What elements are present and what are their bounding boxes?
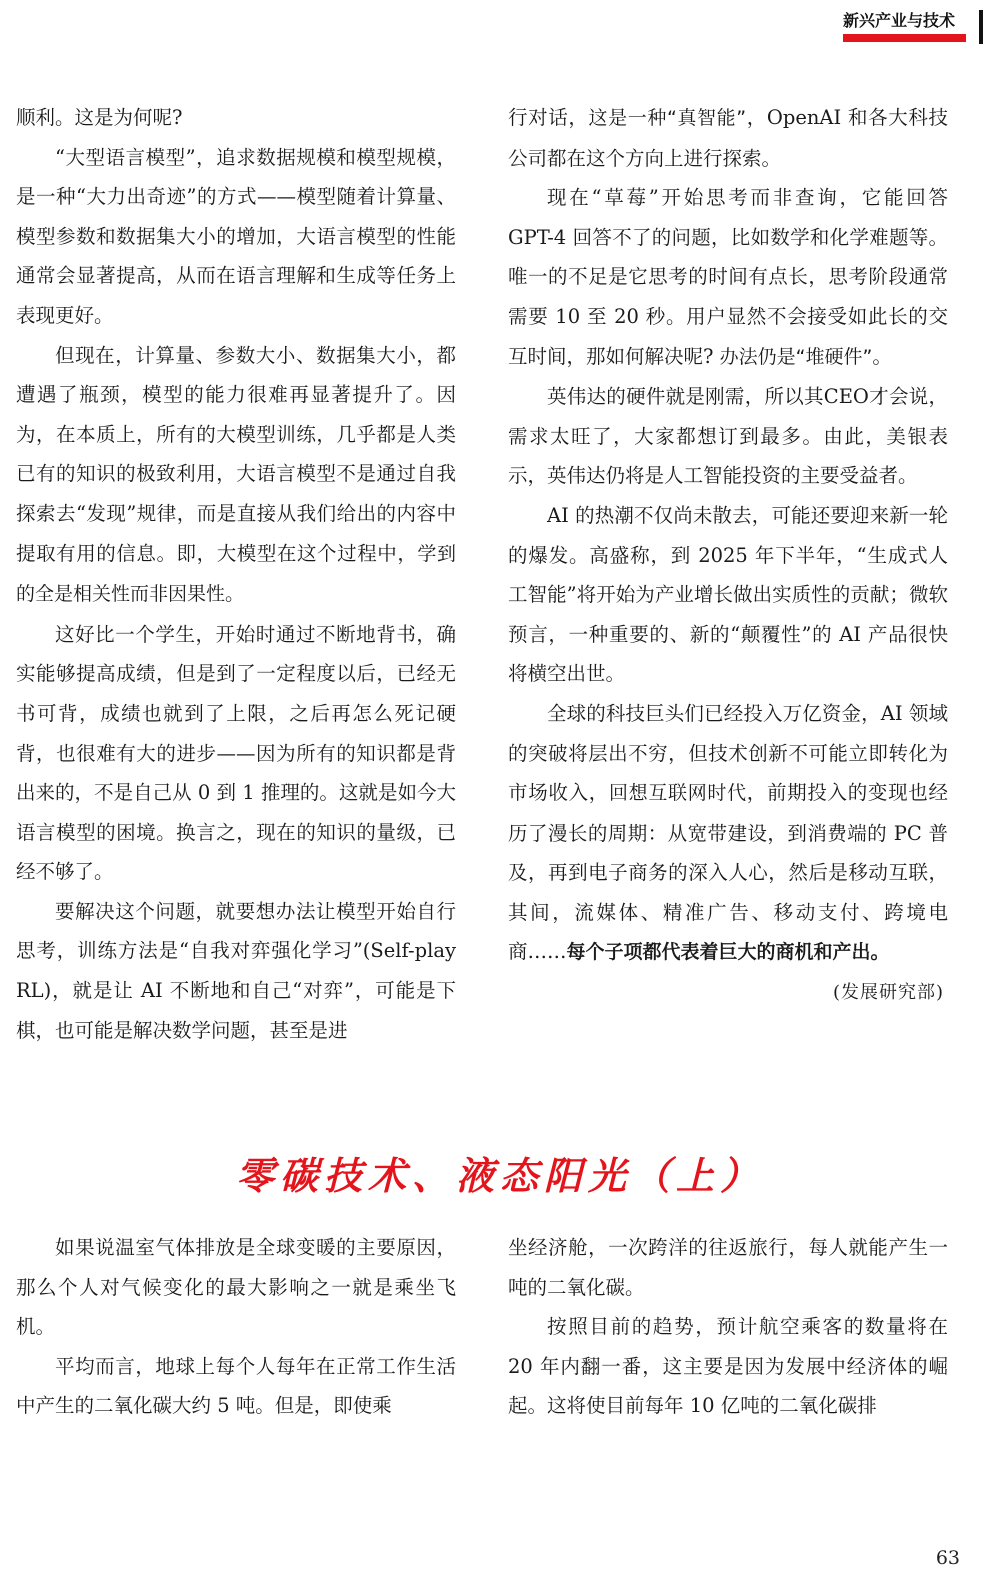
highlighted-text: 回想互联网时代 xyxy=(608,782,747,805)
text-run: AI 的热潮不仅尚未散去，可能还要迎来新一轮的爆发。高盛称，到 2025 年下半年，“生成式人工智能”将开始为产业增长做出实质性的贡献；微软预言，一种重要的、新的“颠覆性”的 AI 产品很快将横空出世。 xyxy=(508,503,948,686)
paragraph xyxy=(508,694,948,973)
article1-column-right-body xyxy=(508,98,948,973)
paragraph xyxy=(508,1307,948,1426)
text-run: ，OpenAI 和各大科技公司都在这个方向上进行探索。 xyxy=(508,106,949,170)
text-run: 现在“草莓”开始思考而非查询，它能回答 GPT-4 回答不了的问题，比如数学和化学难题等。唯一的不足是它思考的时间有点长，思考阶段通常需要 10 至 20 秒。用户显然不会接受如此长的交互时间，那如何解决呢? xyxy=(508,186,948,368)
author-signature: (发展研究部) xyxy=(832,982,944,1004)
text-run: 英伟达的硬件就是刚需，所以其CEO才会说，需求太旺了，大家都想订到最多。由此，美银表示，英伟达仍将是人工智能投资的主要受益者。 xyxy=(508,385,948,488)
edge-marker xyxy=(979,10,983,44)
section-label: 新兴产业与技术 xyxy=(843,11,956,30)
text-run: 如果说温室气体排放是全球变暖的主要原因，那么个人对气候变化的最大影响之一就是乘坐飞机。 xyxy=(16,1236,456,1339)
paragraph xyxy=(508,377,948,496)
text-run: 这好比一个学生，开始时通过不断地背书，确实能够提高成绩，但是到了一定程度以后，已经无书可背，成绩也就到了上限，之后再怎么死记硬背，也很难有大的进步——因为所有的知识都是背出来的，不是自己从 0 到 1 推理的。这就是如今大语言模型的困境。换言之，现在的知识的量级，已经不够了。 xyxy=(16,622,456,884)
paragraph xyxy=(508,496,948,694)
article1-column-left xyxy=(16,98,456,1050)
page-number: 63 xyxy=(935,1547,960,1569)
text-run: 顺利。这是为何呢? xyxy=(16,106,183,129)
text-run: 全球的科技巨头们已经投入万亿资金，AI 领域的突破将层出不穷，但技术创新不可能立即转化为市场收入， xyxy=(508,701,948,805)
highlighted-text: 每个子项都代表着巨大的商机和产出。 xyxy=(566,941,890,964)
paragraph xyxy=(508,1228,948,1307)
paragraph xyxy=(508,178,948,377)
paragraph xyxy=(16,1228,456,1347)
paragraph xyxy=(16,336,456,615)
text-run: 按照目前的趋势，预计航空乘客的数量将在 20 年内翻一番，这主要是因为发展中经济体的崛起。这将使目前每年 10 亿吨的二氧化碳排 xyxy=(508,1315,948,1418)
text-run: “大型语言模型”，追求数据规模和模型规模，是一种“大力出奇迹”的方式——模型随着计算量、模型参数和数据集大小的增加，大语言模型的性能通常会显著提高，从而在语言理解和生成等任务上表现更好。 xyxy=(16,145,456,327)
text-run: ，前期投入的变现也经历了漫长的周期：从宽带建设，到消费端的 PC 普及，再到电子商务的深入人心，然后是移动互联，其间，流媒体、精准广告、移动支付、跨境电商…… xyxy=(508,781,948,964)
text-run: 平均而言，地球上每个人每年在正常工作生活中产生的二氧化碳大约 5 吨。但是，即使乘 xyxy=(16,1354,456,1418)
article2-title: 零碳技术、液态阳光（上） xyxy=(235,1154,764,1198)
paragraph xyxy=(16,98,456,138)
highlighted-text: 这是一种“真智能” xyxy=(588,107,747,129)
text-run: 。 xyxy=(872,344,892,368)
section-label-underline xyxy=(843,34,966,42)
text-run: 要解决这个问题，就要想办法让模型开始自行思考，训练方法是“自我对弈强化学习”(Self-play RL)，就是让 AI 不断地和自己“对弈”，可能是下棋，也可能是解决数学问题，甚至是进 xyxy=(16,899,456,1042)
article2-column-left xyxy=(16,1228,456,1426)
paragraph xyxy=(16,892,456,1050)
paragraph xyxy=(16,1347,456,1426)
paragraph xyxy=(16,615,456,892)
text-run: 行对话， xyxy=(508,106,589,129)
highlighted-text: 办法仍是“堆硬件” xyxy=(719,345,873,368)
text-run: 。 xyxy=(225,582,245,606)
paragraph xyxy=(508,98,948,178)
text-run: 坐经济舱，一次跨洋的往返旅行，每人就能产生一吨的二氧化碳。 xyxy=(508,1236,948,1299)
text-run: 但现在，计算量、参数大小、数据集大小，都遭遇了瓶颈，模型的能力很难再显著提升了。因为，在本质上，所有的大模型训练，几乎都是人类已有的知识的极致利用，大语言模型不是通过自我探索去“发现”规律，而是直接从我们给出的内容中提取有用的信息。即，大模型在这个过程中， xyxy=(16,343,456,565)
highlighted-text: 学到的全是相关性而非因果性 xyxy=(16,542,456,606)
article1-column-right xyxy=(508,98,948,1013)
paragraph xyxy=(16,138,456,336)
article2-column-right xyxy=(508,1228,948,1426)
